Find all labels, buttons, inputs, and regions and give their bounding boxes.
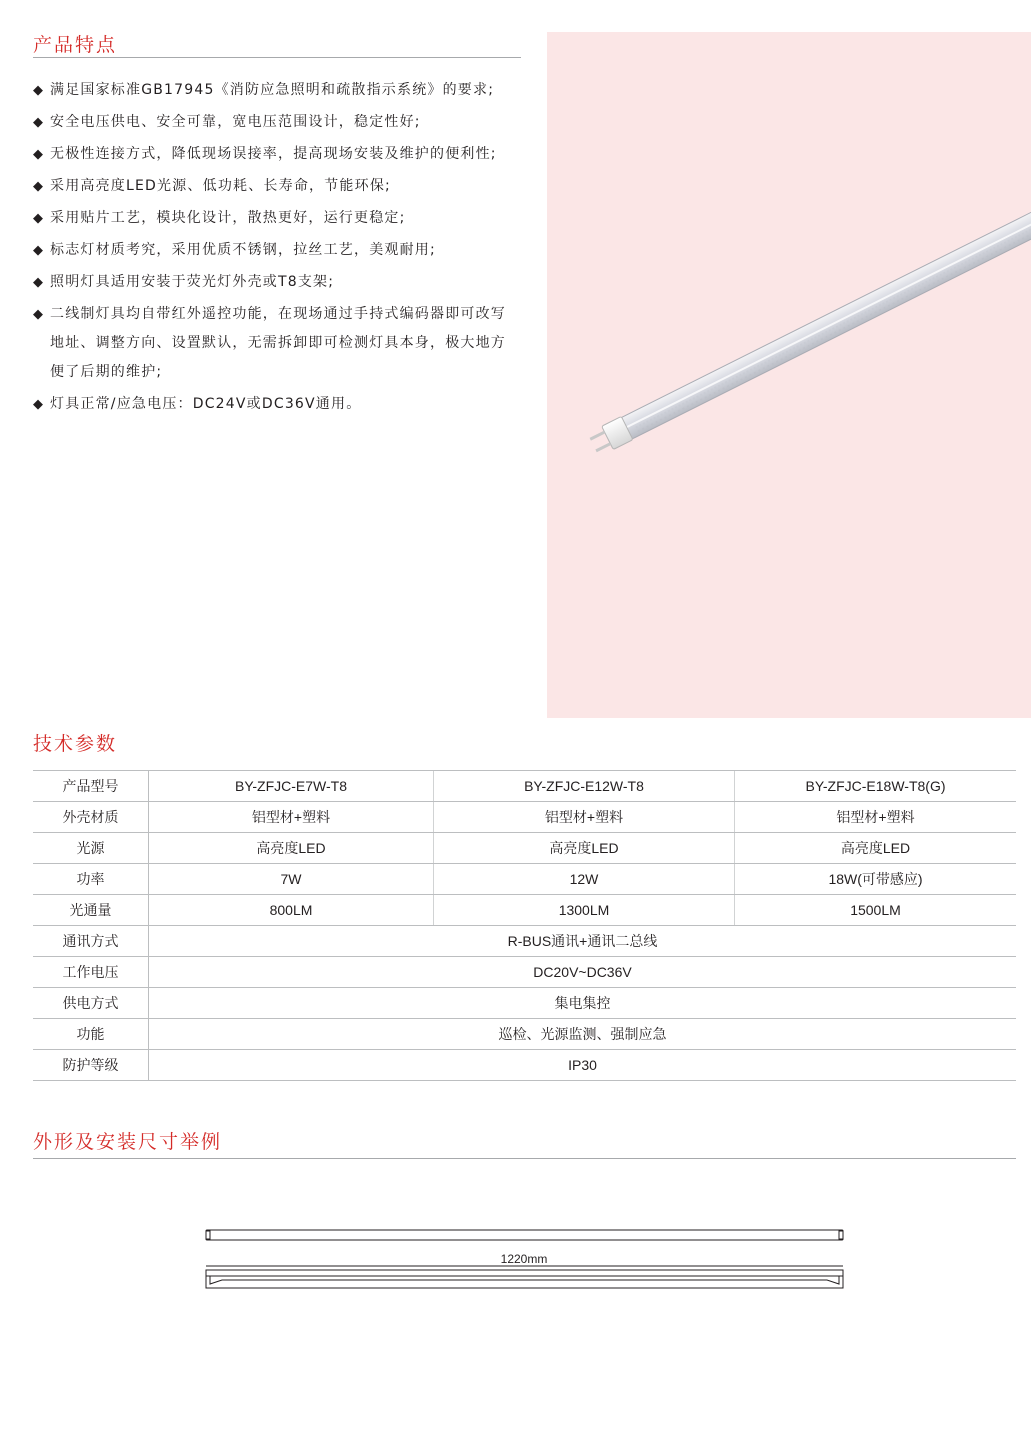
table-cell: BY-ZFJC-E12W-T8 — [434, 771, 735, 802]
row-label: 光源 — [33, 833, 149, 864]
table-cell: 800LM — [149, 895, 434, 926]
diamond-bullet-icon: ◆ — [33, 83, 45, 98]
table-row — [33, 895, 1016, 926]
table-cell: 12W — [434, 864, 735, 895]
specs-title: 技术参数 — [33, 733, 118, 755]
row-label: 功能 — [33, 1019, 149, 1050]
feature-item: ◆ 标志灯材质考究，采用优质不锈钢，拉丝工艺，美观耐用; — [33, 236, 513, 265]
table-cell: BY-ZFJC-E18W-T8(G) — [735, 771, 1017, 802]
length-label: 1220mm — [500, 1252, 548, 1266]
table-cell: 1300LM — [434, 895, 735, 926]
table-row — [33, 802, 1016, 833]
features-divider — [33, 57, 521, 58]
feature-item: ◆ 采用高亮度LED光源、低功耗、长寿命，节能环保; — [33, 172, 513, 201]
tube-top-view — [206, 1230, 843, 1240]
table-row — [33, 988, 1016, 1019]
dimensions-title: 外形及安装尺寸举例 — [33, 1131, 223, 1153]
diamond-bullet-icon: ◆ — [33, 147, 45, 162]
table-cell: DC20V~DC36V — [149, 957, 1017, 988]
table-cell: 铝型材+塑料 — [735, 802, 1017, 833]
row-label: 功率 — [33, 864, 149, 895]
table-cell: 高亮度LED — [434, 833, 735, 864]
row-label: 供电方式 — [33, 988, 149, 1019]
table-cell: 铝型材+塑料 — [434, 802, 735, 833]
table-row — [33, 864, 1016, 895]
feature-item: ◆ 满足国家标准GB17945《消防应急照明和疏散指示系统》的要求; — [33, 76, 513, 105]
tube-side-view — [206, 1266, 843, 1288]
feature-item: ◆ 无极性连接方式，降低现场误接率，提高现场安装及维护的便利性; — [33, 140, 513, 169]
table-row — [33, 1050, 1016, 1081]
features-list — [33, 76, 513, 422]
table-row — [33, 957, 1016, 988]
specs-table — [33, 770, 1016, 1081]
dimension-drawing — [200, 1222, 850, 1294]
led-tube-image — [547, 32, 1031, 718]
table-row — [33, 771, 1016, 802]
diamond-bullet-icon: ◆ — [33, 211, 45, 226]
diamond-bullet-icon: ◆ — [33, 179, 45, 194]
product-image-panel — [547, 32, 1031, 718]
table-cell: BY-ZFJC-E7W-T8 — [149, 771, 434, 802]
row-label: 工作电压 — [33, 957, 149, 988]
dimensions-divider — [33, 1158, 1016, 1159]
tube-pin — [595, 442, 611, 452]
table-row — [33, 1019, 1016, 1050]
row-label: 光通量 — [33, 895, 149, 926]
table-cell: 1500LM — [735, 895, 1017, 926]
row-label: 通讯方式 — [33, 926, 149, 957]
feature-item: ◆ 采用贴片工艺，模块化设计，散热更好，运行更稳定; — [33, 204, 513, 233]
diamond-bullet-icon: ◆ — [33, 397, 45, 412]
table-cell: R-BUS通讯+通讯二总线 — [149, 926, 1017, 957]
table-cell: 铝型材+塑料 — [149, 802, 434, 833]
table-row — [33, 833, 1016, 864]
row-label: 产品型号 — [33, 771, 149, 802]
table-cell: IP30 — [149, 1050, 1017, 1081]
feature-item: ◆ 灯具正常/应急电压：DC24V或DC36V通用。 — [33, 390, 513, 419]
tube-body — [587, 203, 1031, 456]
row-label: 防护等级 — [33, 1050, 149, 1081]
table-cell: 高亮度LED — [735, 833, 1017, 864]
diamond-bullet-icon: ◆ — [33, 115, 45, 130]
feature-item: ◆ 二线制灯具均自带红外遥控功能，在现场通过手持式编码器即可改写地址、调整方向、设置默认，无需拆卸即可检测灯具本身，极大地方便了后期的维护; — [33, 300, 513, 387]
tube-pin — [590, 431, 606, 441]
feature-item: ◆ 安全电压供电、安全可靠，宽电压范围设计，稳定性好; — [33, 108, 513, 137]
diamond-bullet-icon: ◆ — [33, 307, 45, 322]
diamond-bullet-icon: ◆ — [33, 275, 45, 290]
feature-item: ◆ 照明灯具适用安装于荧光灯外壳或T8支架; — [33, 268, 513, 297]
features-title: 产品特点 — [33, 34, 118, 56]
table-cell: 巡检、光源监测、强制应急 — [149, 1019, 1017, 1050]
row-label: 外壳材质 — [33, 802, 149, 833]
table-cell: 18W(可带感应) — [735, 864, 1017, 895]
table-row — [33, 926, 1016, 957]
table-cell: 高亮度LED — [149, 833, 434, 864]
table-cell: 7W — [149, 864, 434, 895]
table-cell: 集电集控 — [149, 988, 1017, 1019]
diamond-bullet-icon: ◆ — [33, 243, 45, 258]
